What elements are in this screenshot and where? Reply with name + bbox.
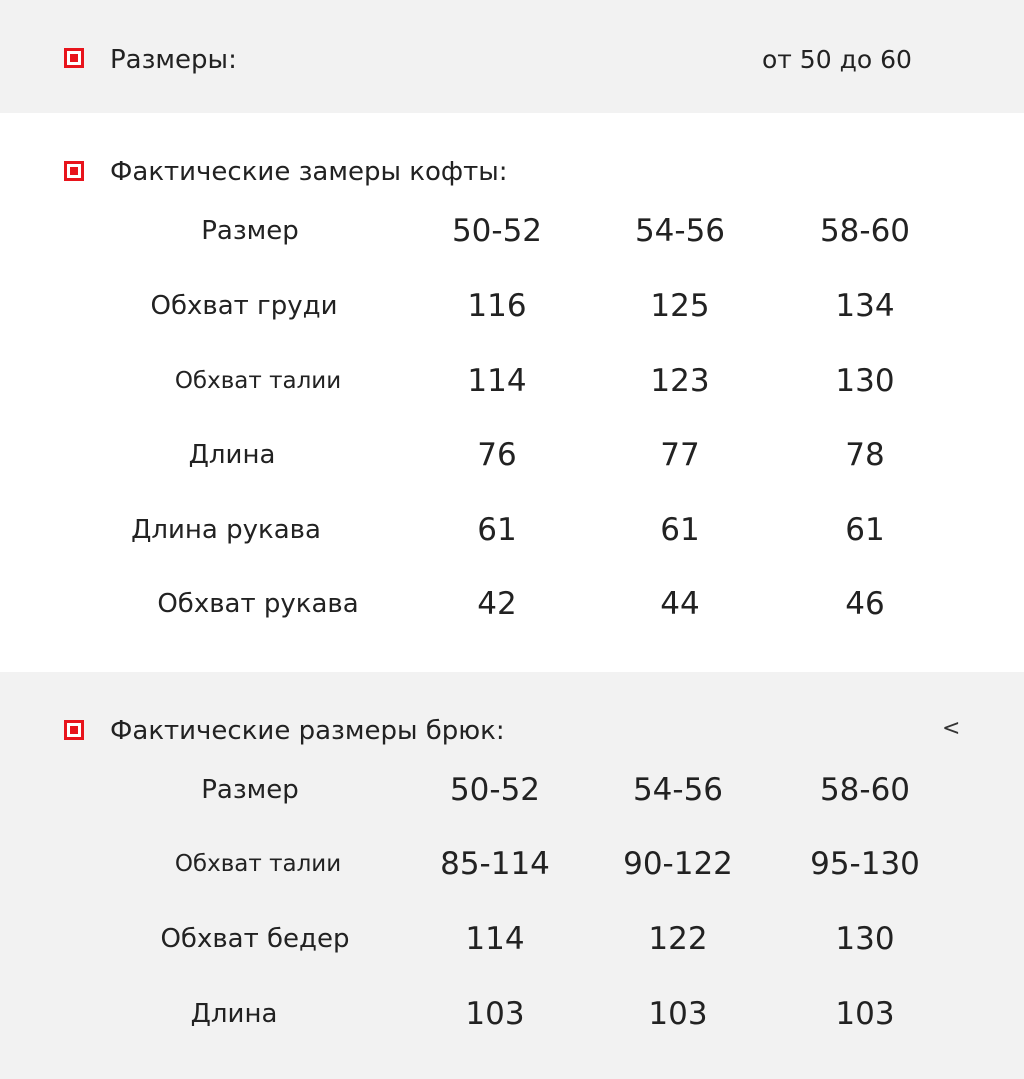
table-row xyxy=(0,286,1024,326)
table-cell: 123 xyxy=(650,363,710,399)
table-cell: 125 xyxy=(650,288,710,324)
size-header-cell: 50-52 xyxy=(449,772,541,808)
table-cell: 114 xyxy=(467,363,527,399)
row-label: Обхват рукава xyxy=(157,589,359,619)
size-column-label: Размер xyxy=(201,775,299,805)
size-header-cell: 54-56 xyxy=(634,213,726,249)
red-square-bullet-icon xyxy=(64,48,84,68)
row-label: Обхват бедер xyxy=(160,924,350,954)
table-cell: 61 xyxy=(845,512,885,548)
table-cell: 61 xyxy=(660,512,700,548)
red-square-bullet-icon xyxy=(64,161,84,181)
size-header-cell: 54-56 xyxy=(632,772,724,808)
sizes-title: Размеры: xyxy=(110,45,237,75)
row-label: Обхват груди xyxy=(150,291,338,321)
jacket-measurements-section xyxy=(0,113,1024,672)
jacket-size-header-row xyxy=(0,211,1024,251)
table-cell: 42 xyxy=(477,586,517,622)
size-header-cell: 58-60 xyxy=(819,772,911,808)
table-row xyxy=(0,844,1024,884)
pants-table-title: Фактические размеры брюк: xyxy=(110,716,505,746)
table-cell: 46 xyxy=(845,586,885,622)
table-cell: 103 xyxy=(465,996,525,1032)
row-label: Обхват талии xyxy=(174,368,342,394)
pants-size-header-row xyxy=(0,770,1024,810)
table-cell: 78 xyxy=(845,437,885,473)
row-label: Длина xyxy=(188,440,276,470)
size-header-cell: 58-60 xyxy=(819,213,911,249)
table-cell: 114 xyxy=(465,921,525,957)
table-cell: 90-122 xyxy=(623,846,733,882)
row-label: Длина xyxy=(190,999,278,1029)
red-square-bullet-icon xyxy=(64,720,84,740)
table-cell: 44 xyxy=(660,586,700,622)
table-cell: 77 xyxy=(660,437,700,473)
table-cell: 95-130 xyxy=(810,846,920,882)
table-row xyxy=(0,510,1024,550)
table-cell: 130 xyxy=(835,921,895,957)
chevron-left-icon[interactable]: < xyxy=(942,716,961,741)
size-column-label: Размер xyxy=(201,216,299,246)
table-cell: 61 xyxy=(477,512,517,548)
pants-measurements-section xyxy=(0,672,1024,1079)
table-cell: 76 xyxy=(477,437,517,473)
table-row xyxy=(0,584,1024,624)
sizes-range: от 50 до 60 xyxy=(762,45,912,74)
table-row xyxy=(0,361,1024,401)
sizes-range-section xyxy=(0,0,1024,113)
row-label: Обхват талии xyxy=(174,851,342,877)
table-cell: 134 xyxy=(835,288,895,324)
table-cell: 130 xyxy=(835,363,895,399)
table-row xyxy=(0,919,1024,959)
size-header-cell: 50-52 xyxy=(451,213,543,249)
table-cell: 116 xyxy=(467,288,527,324)
table-cell: 85-114 xyxy=(440,846,550,882)
row-label: Длина рукава xyxy=(131,515,321,545)
jacket-table-title: Фактические замеры кофты: xyxy=(110,157,508,187)
table-cell: 103 xyxy=(835,996,895,1032)
table-cell: 122 xyxy=(648,921,708,957)
table-row xyxy=(0,994,1024,1034)
table-cell: 103 xyxy=(648,996,708,1032)
table-row xyxy=(0,435,1024,475)
